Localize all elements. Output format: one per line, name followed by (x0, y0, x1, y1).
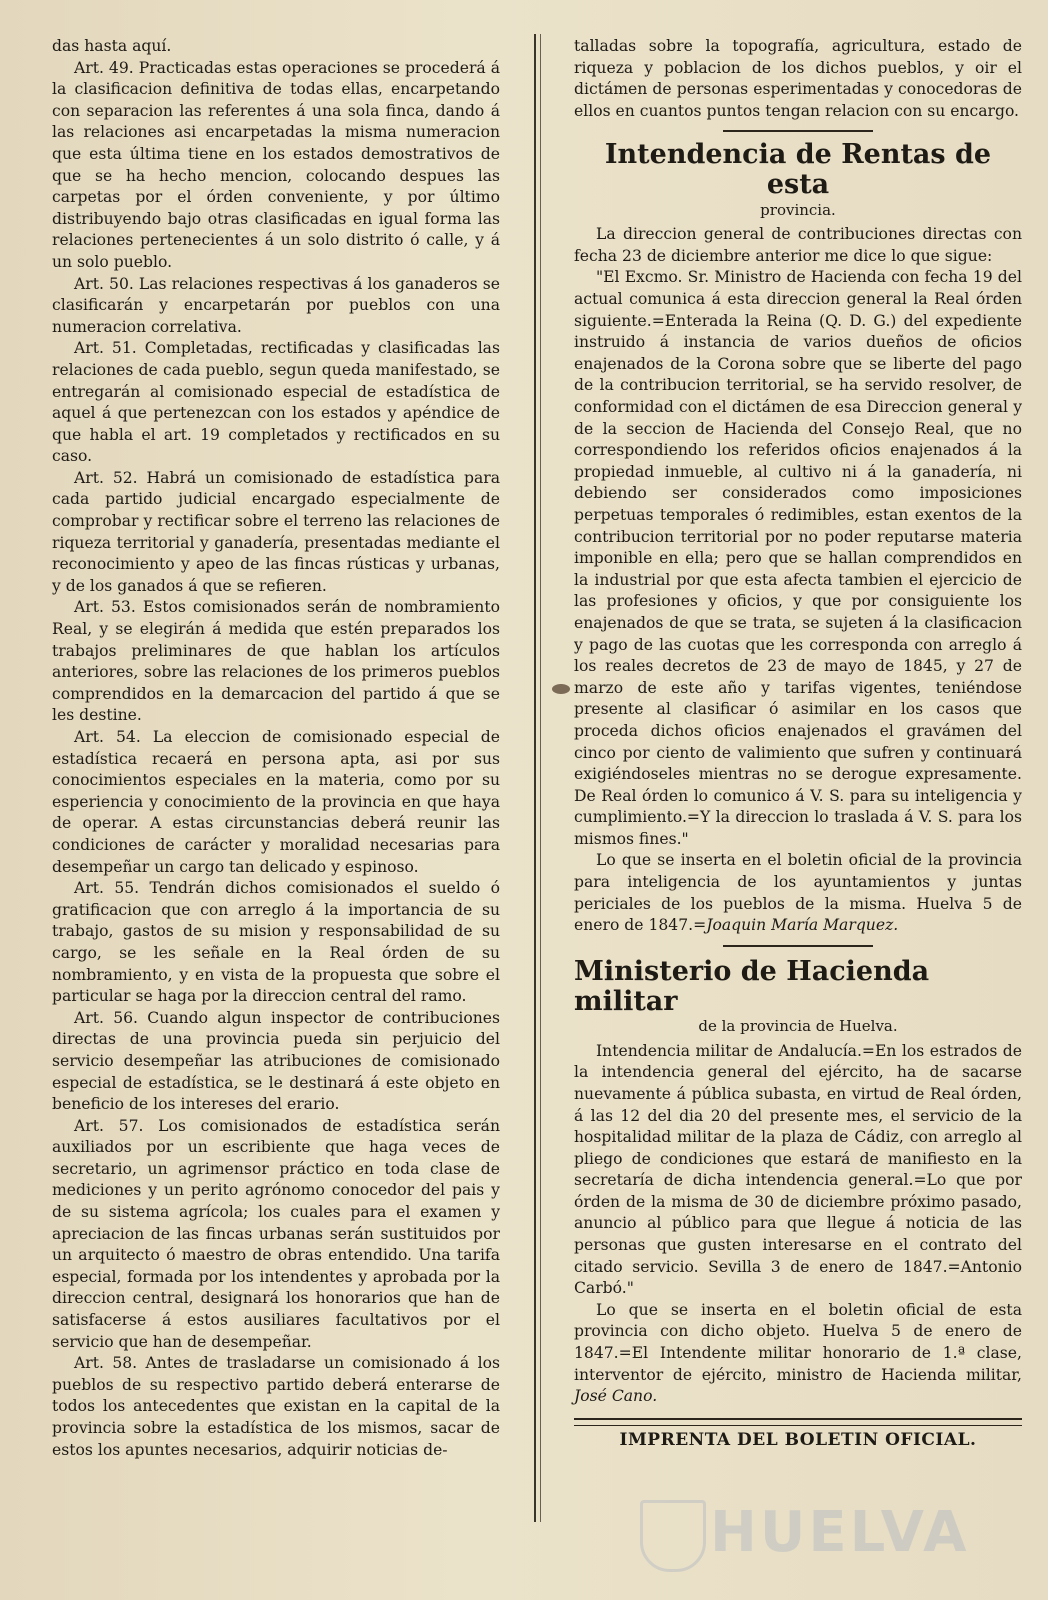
closing-text: Lo que se inserta en el boletin oficial de esta provincia con dicho objeto. Huelva 5 de enero de 1847.=El Intendente militar honorario de 1.ª clase, interventor de ejército, ministro de Hacienda militar, (574, 1300, 1022, 1384)
paragraph: "El Excmo. Sr. Ministro de Hacienda con fecha 19 del actual comunica á esta direccion general la Real órden siguiente.=Enterada la Reina (Q. D. G.) del expediente instruido á instancia de varios dueños de oficios enajenados de la Corona sobre que se liberte del pago de la contribucion territorial, se ha servido resolver, de conformidad con el dictámen de esa Direccion general y de la seccion de Hacienda del Consejo Real, que no correspondiendo los referidos oficios enajenados á la propiedad inmueble, al cultivo ni á la ganadería, ni debiendo ser considerados como imposiciones perpetuas temporales ó redimibles, estan exentos de la contribucion territorial por no poder reputarse materia imponible en ella; pero que se hallan comprendidos en la industrial por que esta afecta tambien el ejercicio de las profesiones y oficios, y que por consiguiente los enajenados de que se trata, se sujeten á la clasificacion y pago de las cuotas que les corresponda con arreglo á los reales decretos de 23 de mayo de 1845, y 27 de marzo de este año y tarifas vigentes, teniéndose presente al clasificar ó asimilar en los casos que proceda dichos oficios enajenados el gravámen del cinco por ciento de valimiento que sufren y continuará exigiéndoseles mientras no se derogue expresamente. De Real órden lo comunico á V. S. para su inteligencia y cumplimiento.=Y la direccion lo traslada á V. S. para los mismos fines." (574, 268, 1022, 848)
article-55: Art. 55. Tendrán dichos comisionados el sueldo ó gratificacion que con arreglo á la importancia de su trabajo, gastos de su mision y responsabilidad de su cargo, se les señale en la Real órden de su nombramiento, y en vista de la propuesta que sobre el particular se haga por la direccion central del ramo. (52, 879, 500, 1006)
watermark-text: HUELVA (710, 1500, 970, 1565)
section-title-ministerio: Ministerio de Hacienda militar (574, 955, 930, 1017)
article-52: Art. 52. Habrá un comisionado de estadística para cada partido judicial encargado especialmente de comprobar y rectificar sobre el terreno las relaciones de riqueza territorial y ganadería, presentadas mediante el reconocimiento y apeo de las fincas rústicas y urbanas, y de los ganados á que se refieren. (52, 468, 500, 595)
section-subtitle-ministerio: de la provincia de Huelva. (698, 1017, 898, 1036)
section-subtitle-intendencia: provincia. (760, 200, 836, 219)
article-53: Art. 53. Estos comisionados serán de nombramiento Real, y se elegirán á medida que estén preparados los trabajos preliminares de que hablan los artículos anteriores, sobre las relaciones de los primeros pueblos comprendidos en la demarcacion del partido á que se les destine. (52, 598, 500, 725)
article-50: Art. 50. Las relaciones respectivas á los ganaderos se clasificarán y encarpetarán por pueblos con una numeracion correlativa. (52, 274, 500, 336)
ink-spot (552, 684, 570, 694)
closing-paragraph (574, 1300, 1022, 1408)
closing-text: Lo que se inserta en el boletin oficial de la provincia para inteligencia de los ayuntamientos y juntas periciales de los pueblos de la misma. Huelva 5 de enero de 1847.= (574, 851, 1022, 935)
column-divider-thin (540, 34, 541, 1522)
printer-imprint: IMPRENTA DEL BOLETIN OFICIAL. (619, 1429, 977, 1450)
footer-rule (574, 1418, 1022, 1426)
article-57: Art. 57. Los comisionados de estadística serán auxiliados por un escribiente que haga veces de secretario, un agrimensor práctico en toda clase de mediciones y un perito agrónomo conocedor del pais y de su sistema agrícola; los cuales para el examen y apreciacion de las fincas urbanas serán sustituidos por un arquitecto ó maestro de obras entendido. Una tarifa especial, formada por los intendentes y aprobada por la direccion central, designará los honorarios que han de satisfacerse á estos ausiliares facultativos por el servicio que han de desempeñar. (52, 1116, 500, 1351)
article-54: Art. 54. La eleccion de comisionado especial de estadística recaerá en persona apta, asi por sus conocimientos especiales en la materia, como por su esperiencia y conocimiento de la provincia en que haya de operar. A estas circunstancias deberá reunir las condiciones de carácter y moralidad necesarias para desempeñar un cargo tan delicado y espinoso. (52, 728, 500, 876)
paragraph: La direccion general de contribuciones directas con fecha 23 de diciembre anterior me dice lo que sigue: (574, 225, 1022, 265)
article-49: Art. 49. Practicadas estas operaciones se procederá á la clasificacion definitiva de todas ellas, encarpetando con separacion las referentes á una sola finca, dando á las relaciones asi encarpetadas la misma numeracion que esta última tiene en los estados demostrativos de que se ha hecho mencion, colocando despues las carpetas por el órden conveniente, y por último distribuyendo bajo otras clasificadas en igual forma las relaciones pertenecientes á un solo distrito ó calle, y á un solo pueblo. (52, 58, 500, 271)
watermark-shield-icon (640, 1500, 706, 1572)
article-58: Art. 58. Antes de trasladarse un comisionado á los pueblos de su respectivo partido deberá enterarse de todos los antecedentes que existan en la capital de la provincia sobre la estadística de los mismos, sacar de estos los apuntes necesarios, adquirir noticias de- (52, 1354, 500, 1459)
section-title-intendencia: Intendencia de Rentas de esta (604, 139, 992, 201)
article-51: Art. 51. Completadas, rectificadas y clasificadas las relaciones de cada pueblo, segun queda manifestado, se entregarán al comisionado especial de estadística de aquel á que pertenezcan con los estados y apéndice de que habla el art. 19 completados y rectificados en su caso. (52, 339, 500, 466)
closing-paragraph (574, 850, 1022, 936)
signature: Joaquin María Marquez. (706, 916, 899, 935)
paragraph: das hasta aquí. (52, 37, 172, 55)
section-rule (723, 945, 873, 947)
section-rule (723, 130, 873, 132)
column-divider (534, 34, 536, 1522)
signature: José Cano. (574, 1387, 658, 1406)
paragraph: Intendencia militar de Andalucía.=En los estrados de la intendencia general del ejército, ha de sacarse nuevamente á pública subasta, en virtud de Real órden, á las 12 del dia 20 del presente mes, el servicio de la hospitalidad militar de la plaza de Cádiz, con arreglo al pliego de condiciones que estará de manifiesto en la secretaría de dicha intendencia general.=Lo que por órden de la misma de 30 de diciembre próximo pasado, anuncio al público para que llegue á noticia de las personas que gusten interesarse en el contrato del citado servicio. Sevilla 3 de enero de 1847.=Antonio Carbó." (574, 1041, 1022, 1298)
left-column (52, 36, 500, 1461)
continuation-paragraph: talladas sobre la topografía, agricultura, estado de riqueza y poblacion de los dichos pueblos, y oir el dictámen de personas esperimentadas y conocedoras de ellos en cuantos puntos tengan relacion con su encargo. (574, 37, 1022, 120)
right-column (574, 36, 1022, 1450)
article-56: Art. 56. Cuando algun inspector de contribuciones directas de una provincia pueda sin perjuicio del servicio desempeñar las atribuciones de comisionado especial de estadística, se le destinará á este objeto en beneficio de los intereses del erario. (52, 1008, 500, 1114)
